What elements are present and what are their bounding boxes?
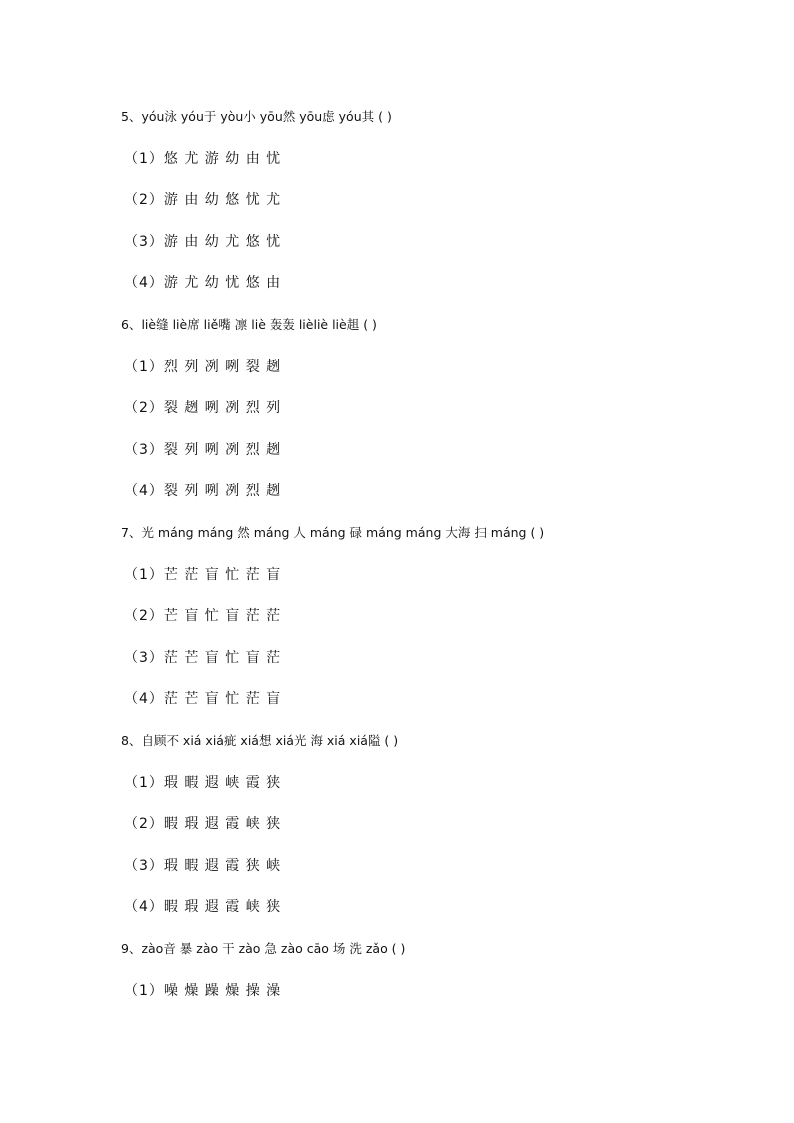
- question-9-prompt: 9、zào音 暴 zào 干 zào 急 zào cāo 场 洗 zǎo ( ): [121, 941, 406, 956]
- question-6-prompt: 6、liè缝 liè席 liě嘴 凛 liè 轰轰 lièliè liè趄 ( ): [121, 317, 377, 332]
- question-7-option-3: （3）茫 芒 盲 忙 盲 茫: [124, 650, 282, 666]
- question-7-option-1: （1）芒 茫 盲 忙 茫 盲: [124, 567, 282, 583]
- question-6-option-1: （1）烈 列 冽 咧 裂 趔: [124, 359, 282, 375]
- question-8-option-2: （2）暇 瑕 遐 霞 峡 狭: [124, 816, 282, 832]
- question-9-option-1: （1）噪 燥 躁 燥 操 澡: [124, 983, 282, 999]
- question-5-prompt: 5、yóu泳 yóu于 yòu小 yōu然 yōu虑 yóu其 ( ): [121, 109, 392, 124]
- question-7-option-4: （4）茫 芒 盲 忙 茫 盲: [124, 691, 282, 707]
- question-6-option-3: （3）裂 列 咧 冽 烈 趔: [124, 442, 282, 458]
- question-8-option-3: （3）瑕 暇 遐 霞 狭 峡: [124, 858, 282, 874]
- question-7-option-2: （2）芒 盲 忙 盲 茫 茫: [124, 608, 282, 624]
- question-8-prompt: 8、自顾不 xiá xiá疵 xiá想 xiá光 海 xiá xiá隘 ( ): [121, 733, 399, 748]
- question-6-option-2: （2）裂 趔 咧 冽 烈 列: [124, 400, 282, 416]
- question-8-option-1: （1）瑕 暇 遐 峡 霞 狭: [124, 775, 282, 791]
- question-5-option-1: （1）悠 尤 游 幼 由 忧: [124, 151, 282, 167]
- question-5-option-2: （2）游 由 幼 悠 忧 尤: [124, 192, 282, 208]
- question-5-option-4: （4）游 尤 幼 忧 悠 由: [124, 275, 282, 291]
- question-5-option-3: （3）游 由 幼 尤 悠 忧: [124, 234, 282, 250]
- question-6-option-4: （4）裂 列 咧 冽 烈 趔: [124, 483, 282, 499]
- question-8-option-4: （4）暇 瑕 遐 霞 峡 狭: [124, 899, 282, 915]
- question-7-prompt: 7、光 máng máng 然 máng 人 máng 碌 máng máng 大海 扫 máng ( ): [121, 525, 545, 540]
